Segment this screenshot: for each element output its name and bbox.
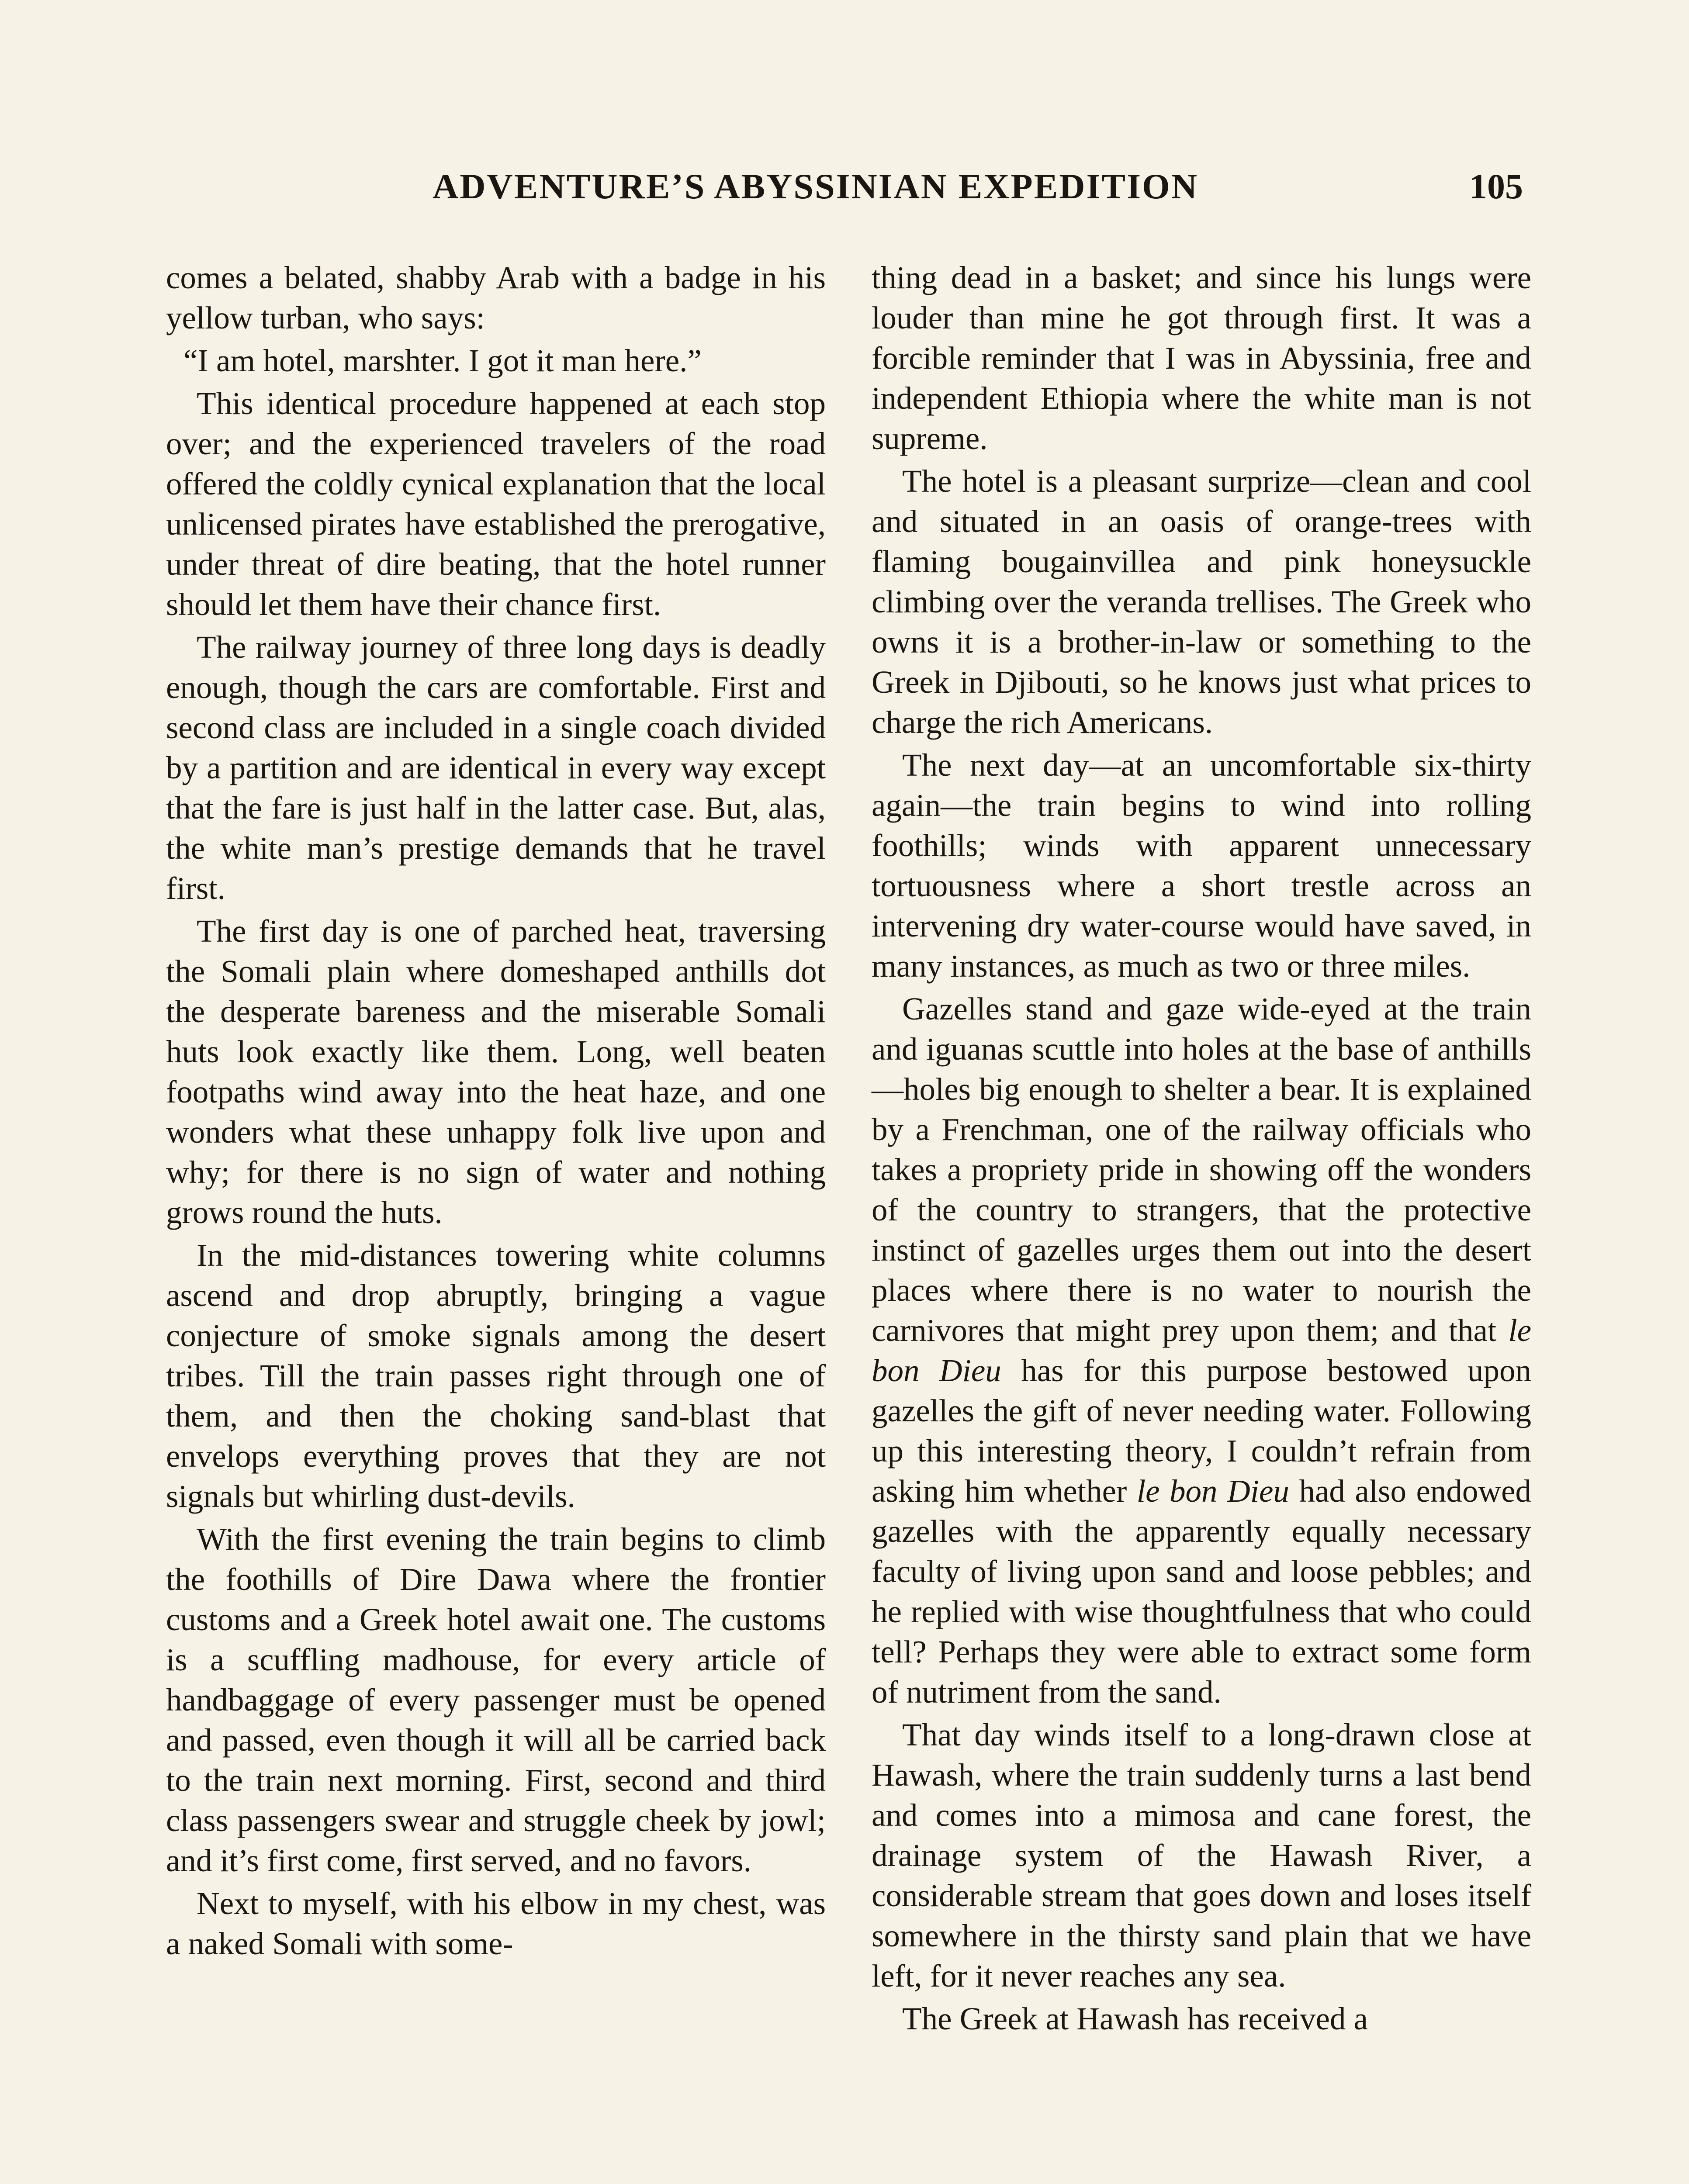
paragraph: Gazelles stand and gaze wide-eyed at the train and iguanas scuttle into holes at the base of anthills—holes big enough to shelter a bear. It is explained by a Frenchman, one of the railway officials who takes a propriety pride in showing off the wonders of the country to strangers, that the protective instinct of gazelles urges them out into the desert places where there is no water to nourish the carnivores that might prey upon them; and that le bon Dieu has for this purpose bestowed upon gazelles the gift of never needing water. Following up this interesting theory, I couldn’t refrain from asking him whether le bon Dieu had also endowed gazelles with the apparently equally necessary faculty of living upon sand and loose pebbles; and he replied with wise thoughtfulness that who could tell? Perhaps they were able to extract some form of nutriment from the sand. xyxy=(872,991,1531,1710)
paragraph: This identical procedure happened at each stop over; and the experienced travelers of the road offered the coldly cynical explanation that the local unlicensed pirates have established the prerogative, under threat of dire beating, that the hotel runner should let them have their chance first. xyxy=(166,386,826,622)
running-title: ADVENTURE’S ABYSSINIAN EXPEDITION xyxy=(433,166,1199,206)
running-head xyxy=(205,166,1523,218)
left-text-column xyxy=(166,258,826,1966)
right-text-column xyxy=(872,258,1531,2042)
paragraph: With the first evening the train begins to climb the foothills of Dire Dawa where the frontier customs and a Greek hotel await one. The customs is a scuffling madhouse, for every article of handbaggage of every passenger must be opened and passed, even though it will all be carried back to the train next morning. First, second and third class passengers swear and struggle cheek by jowl; and it’s first come, first served, and no favors. xyxy=(166,1521,826,1878)
paragraph: The railway journey of three long days is deadly enough, though the cars are comfortable. First and second class are included in a single coach divided by a partition and are identical in every way except that the fare is just half in the latter case. But, alas, the white man’s prestige demands that he travel first. xyxy=(166,629,826,906)
paragraph: The Greek at Hawash has received a xyxy=(902,2001,1368,2036)
paragraph: The next day—at an uncomfortable six-thirty again—the train begins to wind into rolling foothills; winds with apparent unnecessary tortuousness where a short trestle across an intervening dry water-course would have saved, in many instances, as much as two or three miles. xyxy=(872,747,1531,984)
french-phrase: le bon Dieu xyxy=(1136,1473,1289,1509)
french-phrase: le bon Dieu xyxy=(872,1313,1531,1388)
paragraph: “I am hotel, marshter. I got it man here.” xyxy=(183,343,702,378)
paragraph: The hotel is a pleasant surprize—clean and cool and situated in an oasis of orange-trees with flaming bougainvillea and pink honeysuckle climbing over the veranda trellises. The Greek who owns it is a brother-in-law or something to the Greek in Djibouti, so he knows just what prices to charge the rich Americans. xyxy=(872,463,1531,740)
paragraph: That day winds itself to a long-drawn close at Hawash, where the train suddenly turns a last bend and comes into a mimosa and cane forest, the drainage system of the Hawash River, a considerable stream that goes down and loses itself somewhere in the thirsty sand plain that we have left, for it never reaches any sea. xyxy=(872,1717,1531,1994)
paragraph: thing dead in a basket; and since his lungs were louder than mine he got through first. It was a forcible reminder that I was in Abyssinia, free and independent Ethiopia where the white man is not supreme. xyxy=(872,260,1531,456)
paragraph: The first day is one of parched heat, traversing the Somali plain where domeshaped anthills dot the desperate bareness and the miserable Somali huts look exactly like them. Long, well beaten footpaths wind away into the heat haze, and one wonders what these unhappy folk live upon and why; for there is no sign of water and nothing grows round the huts. xyxy=(166,913,826,1230)
paragraph: In the mid-distances towering white columns ascend and drop abruptly, bringing a vague conjecture of smoke signals among the desert tribes. Till the train passes right through one of them, and then the choking sand-blast that envelops everything proves that they are not signals but whirling dust-devils. xyxy=(166,1237,826,1514)
paragraph: Next to myself, with his elbow in my chest, was a naked Somali with some- xyxy=(166,1886,826,1961)
paragraph: comes a belated, shabby Arab with a badge in his yellow turban, who says: xyxy=(166,260,826,335)
page-number: 105 xyxy=(1469,166,1523,206)
